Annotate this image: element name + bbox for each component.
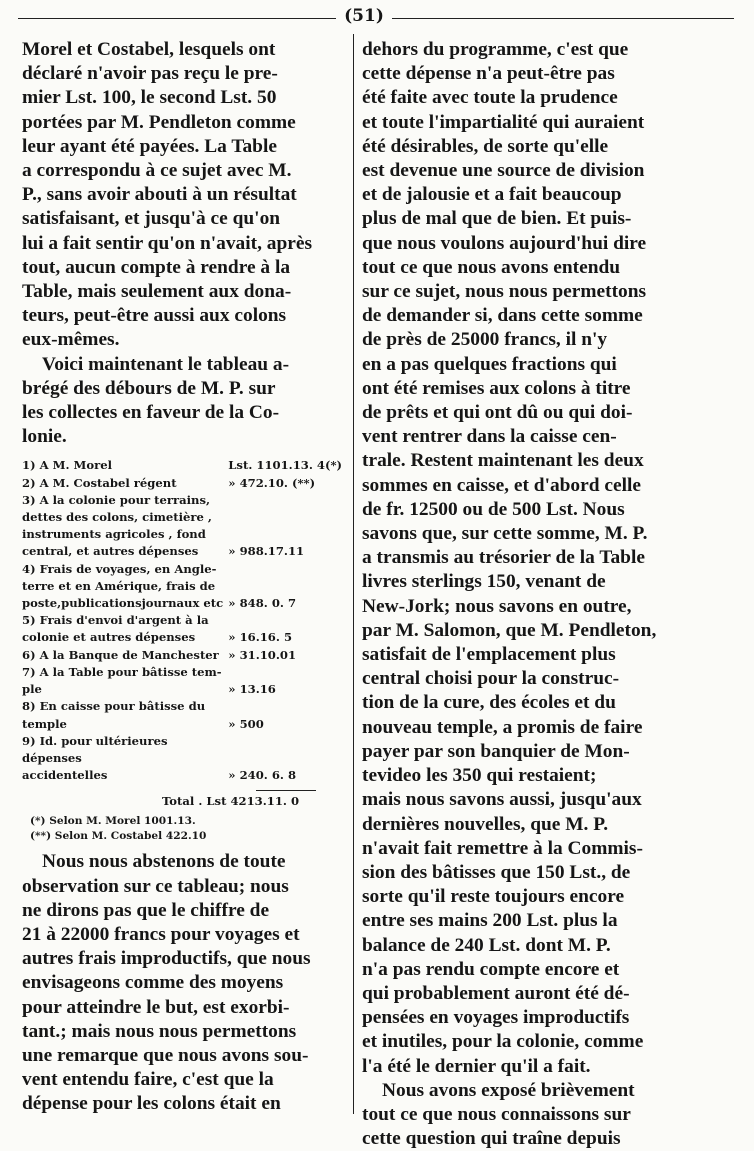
table-row-amount: » 472.10. (**) bbox=[228, 475, 316, 490]
footnote-1: (*) Selon M. Morel 1001.13. bbox=[30, 815, 196, 828]
table-row-label: 6) A la Banque de Manchester bbox=[22, 647, 219, 662]
table-footnotes bbox=[30, 814, 342, 844]
header-rule-right bbox=[392, 18, 734, 19]
table-row bbox=[22, 475, 342, 492]
table-row bbox=[22, 561, 342, 613]
table-total: Total . Lst 4213.11. 0 bbox=[162, 794, 300, 809]
table-row-label: 9) Id. pour ultérieures dépenses accidentelles bbox=[22, 733, 168, 783]
table-row bbox=[22, 698, 342, 732]
table-row-amount: » 16.16. 5 bbox=[228, 630, 293, 645]
page-header bbox=[18, 4, 734, 34]
left-paragraph-2: Voici maintenant le tableau a- brégé des débours de M. P. sur les collectes en faveur de la Co- lonie. bbox=[22, 353, 290, 448]
table-row bbox=[22, 457, 342, 474]
table-row-amount: Lst. 1101.13. 4(*) bbox=[228, 458, 342, 473]
page-number: (51) bbox=[344, 6, 384, 26]
table-row-label: 3) A la colonie pour terrains, dettes des colons, cimetière , instruments agricoles , fond central, et autres dépenses bbox=[22, 492, 212, 559]
expense-table-grid bbox=[22, 457, 342, 784]
table-row-amount: » 31.10.01 bbox=[228, 647, 297, 662]
table-row-amount: » 988.17.11 bbox=[228, 544, 305, 559]
total-rule bbox=[256, 790, 316, 791]
table-row bbox=[22, 492, 342, 561]
footnote-2: (**) Selon M. Costabel 422.10 bbox=[30, 830, 207, 843]
table-row-label: 8) En caisse pour bâtisse du temple bbox=[22, 699, 206, 731]
table-row-amount: » 848. 0. 7 bbox=[228, 596, 297, 611]
table-row bbox=[22, 664, 342, 698]
table-row-label: 1) A M. Morel bbox=[22, 458, 112, 473]
table-row-label: 5) Frais d'envoi d'argent à la colonie et autres dépenses bbox=[22, 613, 209, 645]
table-row-label: 4) Frais de voyages, en Angle- terre et en Amérique, frais de poste,publicationsjournaux etc bbox=[22, 561, 224, 611]
left-paragraph-3: Nous nous abstenons de toute observation sur ce tableau; nous ne dirons pas que le chiffre de 21 à 22000 francs pour voyages et autres frais improductifs, que nous envisageons comme des moyens pour atteindre le but, est exorbi- tant.; mais nous nous permettons une remarque que nous avons sou- vent entendu faire, c'est que la dépense pour les colons était en bbox=[22, 851, 311, 1115]
table-row bbox=[22, 733, 342, 785]
header-rule-left bbox=[18, 18, 336, 19]
left-column bbox=[22, 38, 342, 1117]
table-row bbox=[22, 647, 342, 664]
table-row-label: 2) A M. Costabel régent bbox=[22, 475, 177, 490]
table-row bbox=[22, 612, 342, 646]
right-paragraph-1: dehors du programme, c'est que cette dépense n'a peut-être pas été faite avec toute la prudence et toute l'impartialité qui auraient été désirables, de sorte qu'elle est devenue une source de division et de jalousie et a fait beaucoup plus de mal que de bien. Et puis- que nous voulons aujourd'hui dire tout ce que nous avons entendu sur ce sujet, nous nous permettons de demander si, dans cette somme de près de 25000 francs, il n'y en a pas quelques fractions qui ont été remises aux colons à titre de prêts et qui ont dû ou qui doi- vent rentrer dans la caisse cen- trale. Restent maintenant les deux sommes en caisse, et d'abord celle de fr. 12500 ou de 500 Lst. Nous savons que, sur cette somme, M. P. a transmis au trésorier de la Table livres sterlings 150, venant de New-Jork; nous savons en outre, par M. Salomon, que M. Pendleton, satisfait de l'emplacement plus central choisi pour la construc- tion de la cure, des écoles et du nouveau temple, a promis de faire payer par son banquier de Mon- tevideo les 350 qui restaient; mais nous savons aussi, jusqu'aux dernières nouvelles, que M. P. n'avait fait remettre à la Commis- sion des bâtisses que 150 Lst., de sorte qu'il reste toujours encore entre ses mains 200 Lst. plus la balance de 240 Lst. dont M. P. n'a pas rendu compte encore et qui probablement auront été dé- pensées en voyages improductifs et inutiles, pour la colonie, comme l'a été le dernier qu'il a fait. bbox=[362, 39, 657, 1077]
left-paragraph-1: Morel et Costabel, lesquels ont déclaré n'avoir pas reçu le pre- mier Lst. 100, le second Lst. 50 portées par M. Pendleton comme leur ayant été payées. La Table a correspondu à ce sujet avec M. P., sans avoir abouti à un résultat satisfaisant, et jusqu'à ce qu'on lui a fait sentir qu'on n'avait, après tout, aucun compte à rendre à la Table, mais seulement aux dona- teurs, peut-être aussi aux colons eux-mêmes. bbox=[22, 39, 312, 351]
table-row-amount: » 240. 6. 8 bbox=[228, 768, 297, 783]
table-row-label: 7) A la Table pour bâtisse tem- ple bbox=[22, 664, 222, 697]
table-row-amount: » 13.16 bbox=[228, 682, 276, 697]
expense-table bbox=[22, 457, 342, 844]
table-row-amount: » 500 bbox=[228, 716, 264, 731]
right-column bbox=[362, 38, 680, 1151]
column-divider bbox=[353, 34, 354, 1114]
right-paragraph-2: Nous avons exposé brièvement tout ce que nous connaissons sur cette question qui traîne depuis bbox=[362, 1079, 635, 1150]
